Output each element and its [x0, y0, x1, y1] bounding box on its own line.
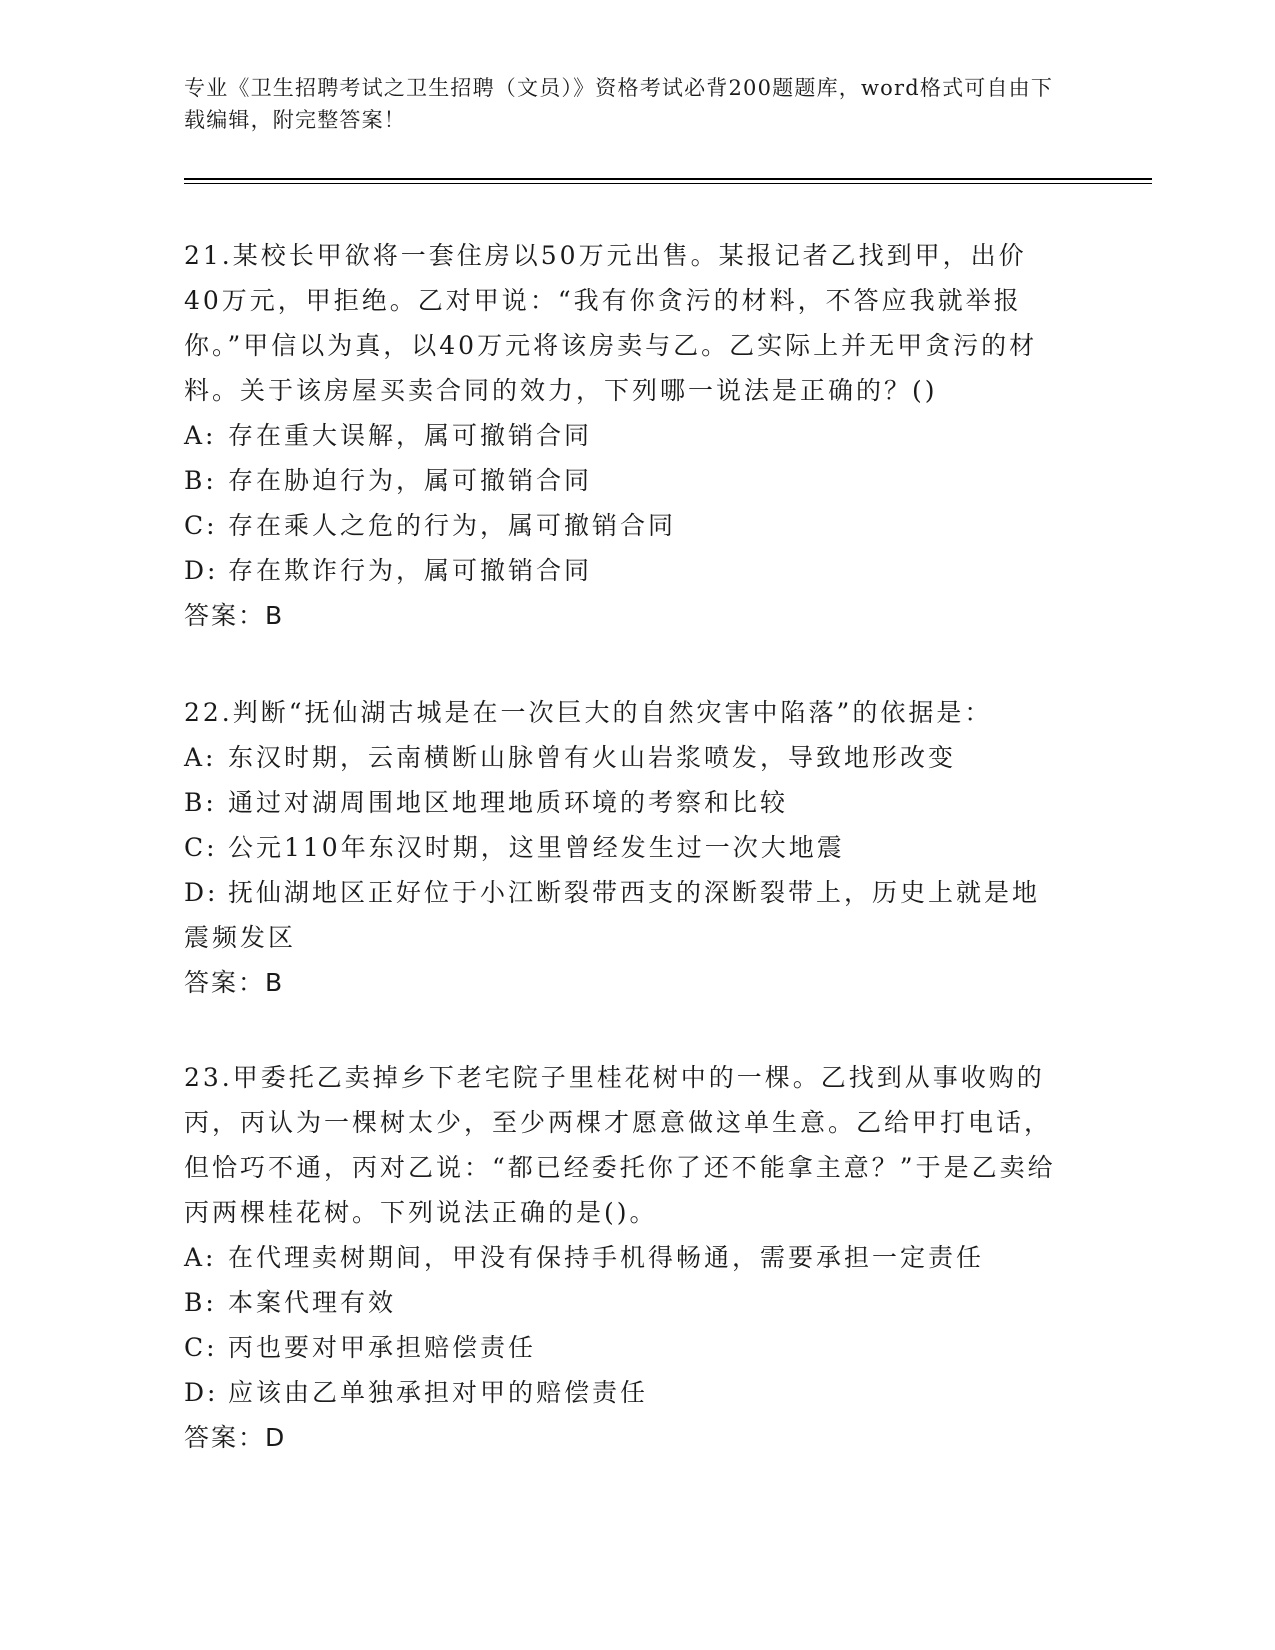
option-a	[184, 735, 1064, 780]
option-key: A:	[184, 421, 217, 450]
option-key: B:	[184, 466, 217, 495]
option-text: 存在乘人之危的行为，属可撤销合同	[228, 511, 677, 540]
option-text: 本案代理有效	[228, 1288, 397, 1317]
option-key: B:	[184, 788, 217, 817]
answer-line: 答案：B	[184, 601, 285, 630]
answer-line: 答案：B	[184, 968, 285, 997]
option-d	[184, 548, 1064, 593]
option-text: 存在重大误解，属可撤销合同	[228, 421, 593, 450]
answer-line: 答案：D	[184, 1423, 287, 1452]
question-stem: 22.判断“抚仙湖古城是在一次巨大的自然灾害中陷落”的依据是：	[184, 698, 993, 727]
option-c	[184, 503, 1064, 548]
option-text: 公元110年东汉时期，这里曾经发生过一次大地震	[228, 833, 845, 862]
option-text: 抚仙湖地区正好位于小江断裂带西支的深断裂带上，历史上就是地震频发区	[184, 878, 1041, 952]
option-c	[184, 825, 1064, 870]
option-key: C:	[184, 511, 218, 540]
option-key: A:	[184, 1243, 217, 1272]
option-b	[184, 1280, 1064, 1325]
document-header: 专业《卫生招聘考试之卫生招聘（文员）》资格考试必背200题题库，word格式可自由下载编辑，附完整答案！	[184, 76, 1054, 132]
option-key: B:	[184, 1288, 217, 1317]
option-key: D:	[184, 556, 219, 585]
option-text: 应该由乙单独承担对甲的赔偿责任	[228, 1378, 649, 1407]
option-d	[184, 870, 1064, 960]
option-b	[184, 458, 1064, 503]
option-text: 通过对湖周围地区地理地质环境的考察和比较	[228, 788, 789, 817]
header-divider-thick	[184, 178, 1152, 180]
question-23	[184, 1055, 1064, 1460]
option-text: 在代理卖树期间，甲没有保持手机得畅通，需要承担一定责任	[228, 1243, 985, 1272]
option-b	[184, 780, 1064, 825]
option-key: C:	[184, 1333, 218, 1362]
option-key: A:	[184, 743, 217, 772]
header-divider-thin	[184, 183, 1152, 184]
option-key: D:	[184, 1378, 219, 1407]
question-22	[184, 690, 1064, 1005]
option-text: 丙也要对甲承担赔偿责任	[228, 1333, 537, 1362]
option-a	[184, 413, 1064, 458]
option-key: C:	[184, 833, 218, 862]
option-text: 存在胁迫行为，属可撤销合同	[228, 466, 593, 495]
question-stem: 21.某校长甲欲将一套住房以50万元出售。某报记者乙找到甲，出价40万元，甲拒绝。乙对甲说：“我有你贪污的材料，不答应我就举报你。”甲信以为真，以40万元将该房卖与乙。乙实际上并无甲贪污的材料。关于该房屋买卖合同的效力，下列哪一说法是正确的？()	[184, 241, 1038, 405]
option-text: 存在欺诈行为，属可撤销合同	[228, 556, 593, 585]
option-text: 东汉时期，云南横断山脉曾有火山岩浆喷发，导致地形改变	[228, 743, 957, 772]
option-a	[184, 1235, 1064, 1280]
option-key: D:	[184, 878, 219, 907]
option-c	[184, 1325, 1064, 1370]
option-d	[184, 1370, 1064, 1415]
question-21	[184, 233, 1064, 638]
question-stem: 23.甲委托乙卖掉乡下老宅院子里桂花树中的一棵。乙找到从事收购的丙，丙认为一棵树太少，至少两棵才愿意做这单生意。乙给甲打电话，但恰巧不通，丙对乙说：“都已经委托你了还不能拿主意？”于是乙卖给丙两棵桂花树。下列说法正确的是()。	[184, 1063, 1056, 1227]
